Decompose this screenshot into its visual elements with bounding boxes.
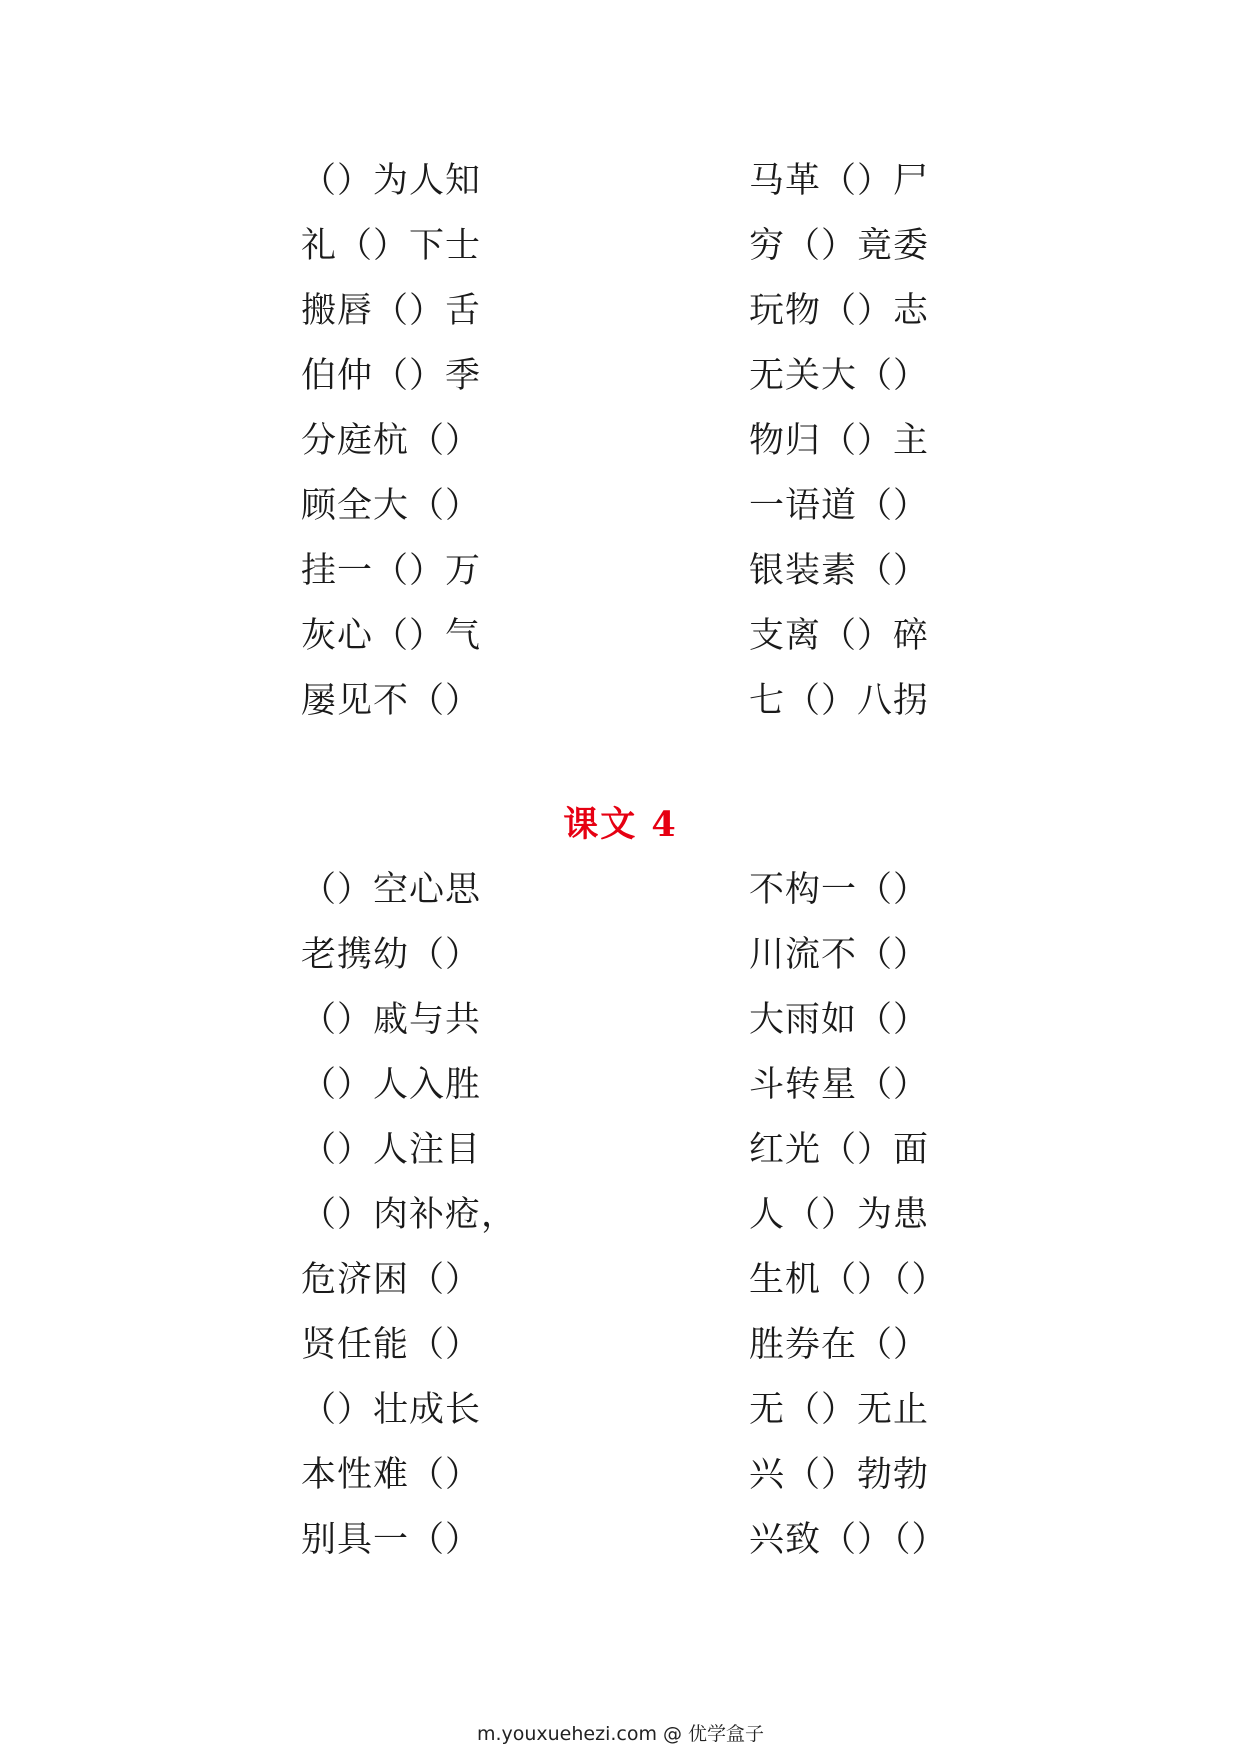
section2-left-column <box>301 858 517 1573</box>
idiom-item: 川流不（） <box>749 935 930 975</box>
idiom-item: 胜券在（） <box>749 1325 930 1365</box>
idiom-item: 穷（）竟委 <box>749 226 930 266</box>
idiom-item: 支离（）碎 <box>749 616 930 656</box>
section1-right-column <box>749 149 929 734</box>
idiom-item: （）人注目 <box>301 1130 482 1170</box>
idiom-item: 无（）无止 <box>749 1390 930 1430</box>
idiom-item: （）空心思 <box>301 870 482 910</box>
idiom-item: 一语道（） <box>749 486 930 526</box>
idiom-item: 贤任能（） <box>301 1325 482 1365</box>
idiom-item: 斗转星（） <box>749 1065 930 1105</box>
idiom-item: 玩物（）志 <box>749 291 930 331</box>
idiom-item: 伯仲（）季 <box>301 356 482 396</box>
idiom-item: 马革（）尸 <box>749 161 930 201</box>
idiom-item: 物归（）主 <box>749 421 930 461</box>
idiom-item: （）人入胜 <box>301 1065 482 1105</box>
idiom-item: 生机（）（） <box>749 1260 948 1300</box>
idiom-item: 顾全大（） <box>301 486 482 526</box>
idiom-item: 红光（）面 <box>749 1130 930 1170</box>
idiom-item: 不构一（） <box>749 870 930 910</box>
idiom-item: 本性难（） <box>301 1455 482 1495</box>
section-title: 课文 4 <box>563 804 678 845</box>
idiom-item: 礼（）下士 <box>301 226 482 266</box>
footer-watermark: m.youxuehezi.com @ 优学盒子 <box>476 1723 765 1745</box>
section1-left-column <box>301 149 481 734</box>
idiom-item: 银装素（） <box>749 551 930 591</box>
idiom-item: （）壮成长 <box>301 1390 482 1430</box>
idiom-item: 兴（）勃勃 <box>749 1455 930 1495</box>
idiom-item: （）为人知 <box>301 161 482 201</box>
idiom-item: 老携幼（） <box>301 935 482 975</box>
idiom-item: 大雨如（） <box>749 1000 930 1040</box>
idiom-item: 危济困（） <box>301 1260 482 1300</box>
idiom-item: 兴致（）（） <box>749 1520 948 1560</box>
idiom-item: 分庭杭（） <box>301 421 482 461</box>
idiom-item: （）肉补疮， <box>301 1195 518 1235</box>
idiom-item: 搬唇（）舌 <box>301 291 482 331</box>
idiom-item: 灰心（）气 <box>301 616 482 656</box>
idiom-item: 七（）八拐 <box>749 681 930 721</box>
idiom-item: 别具一（） <box>301 1520 482 1560</box>
idiom-item: （）戚与共 <box>301 1000 482 1040</box>
idiom-item: 人（）为患 <box>749 1195 930 1235</box>
idiom-item: 无关大（） <box>749 356 930 396</box>
idiom-item: 屡见不（） <box>301 681 482 721</box>
idiom-item: 挂一（）万 <box>301 551 482 591</box>
section2-right-column <box>749 858 948 1573</box>
